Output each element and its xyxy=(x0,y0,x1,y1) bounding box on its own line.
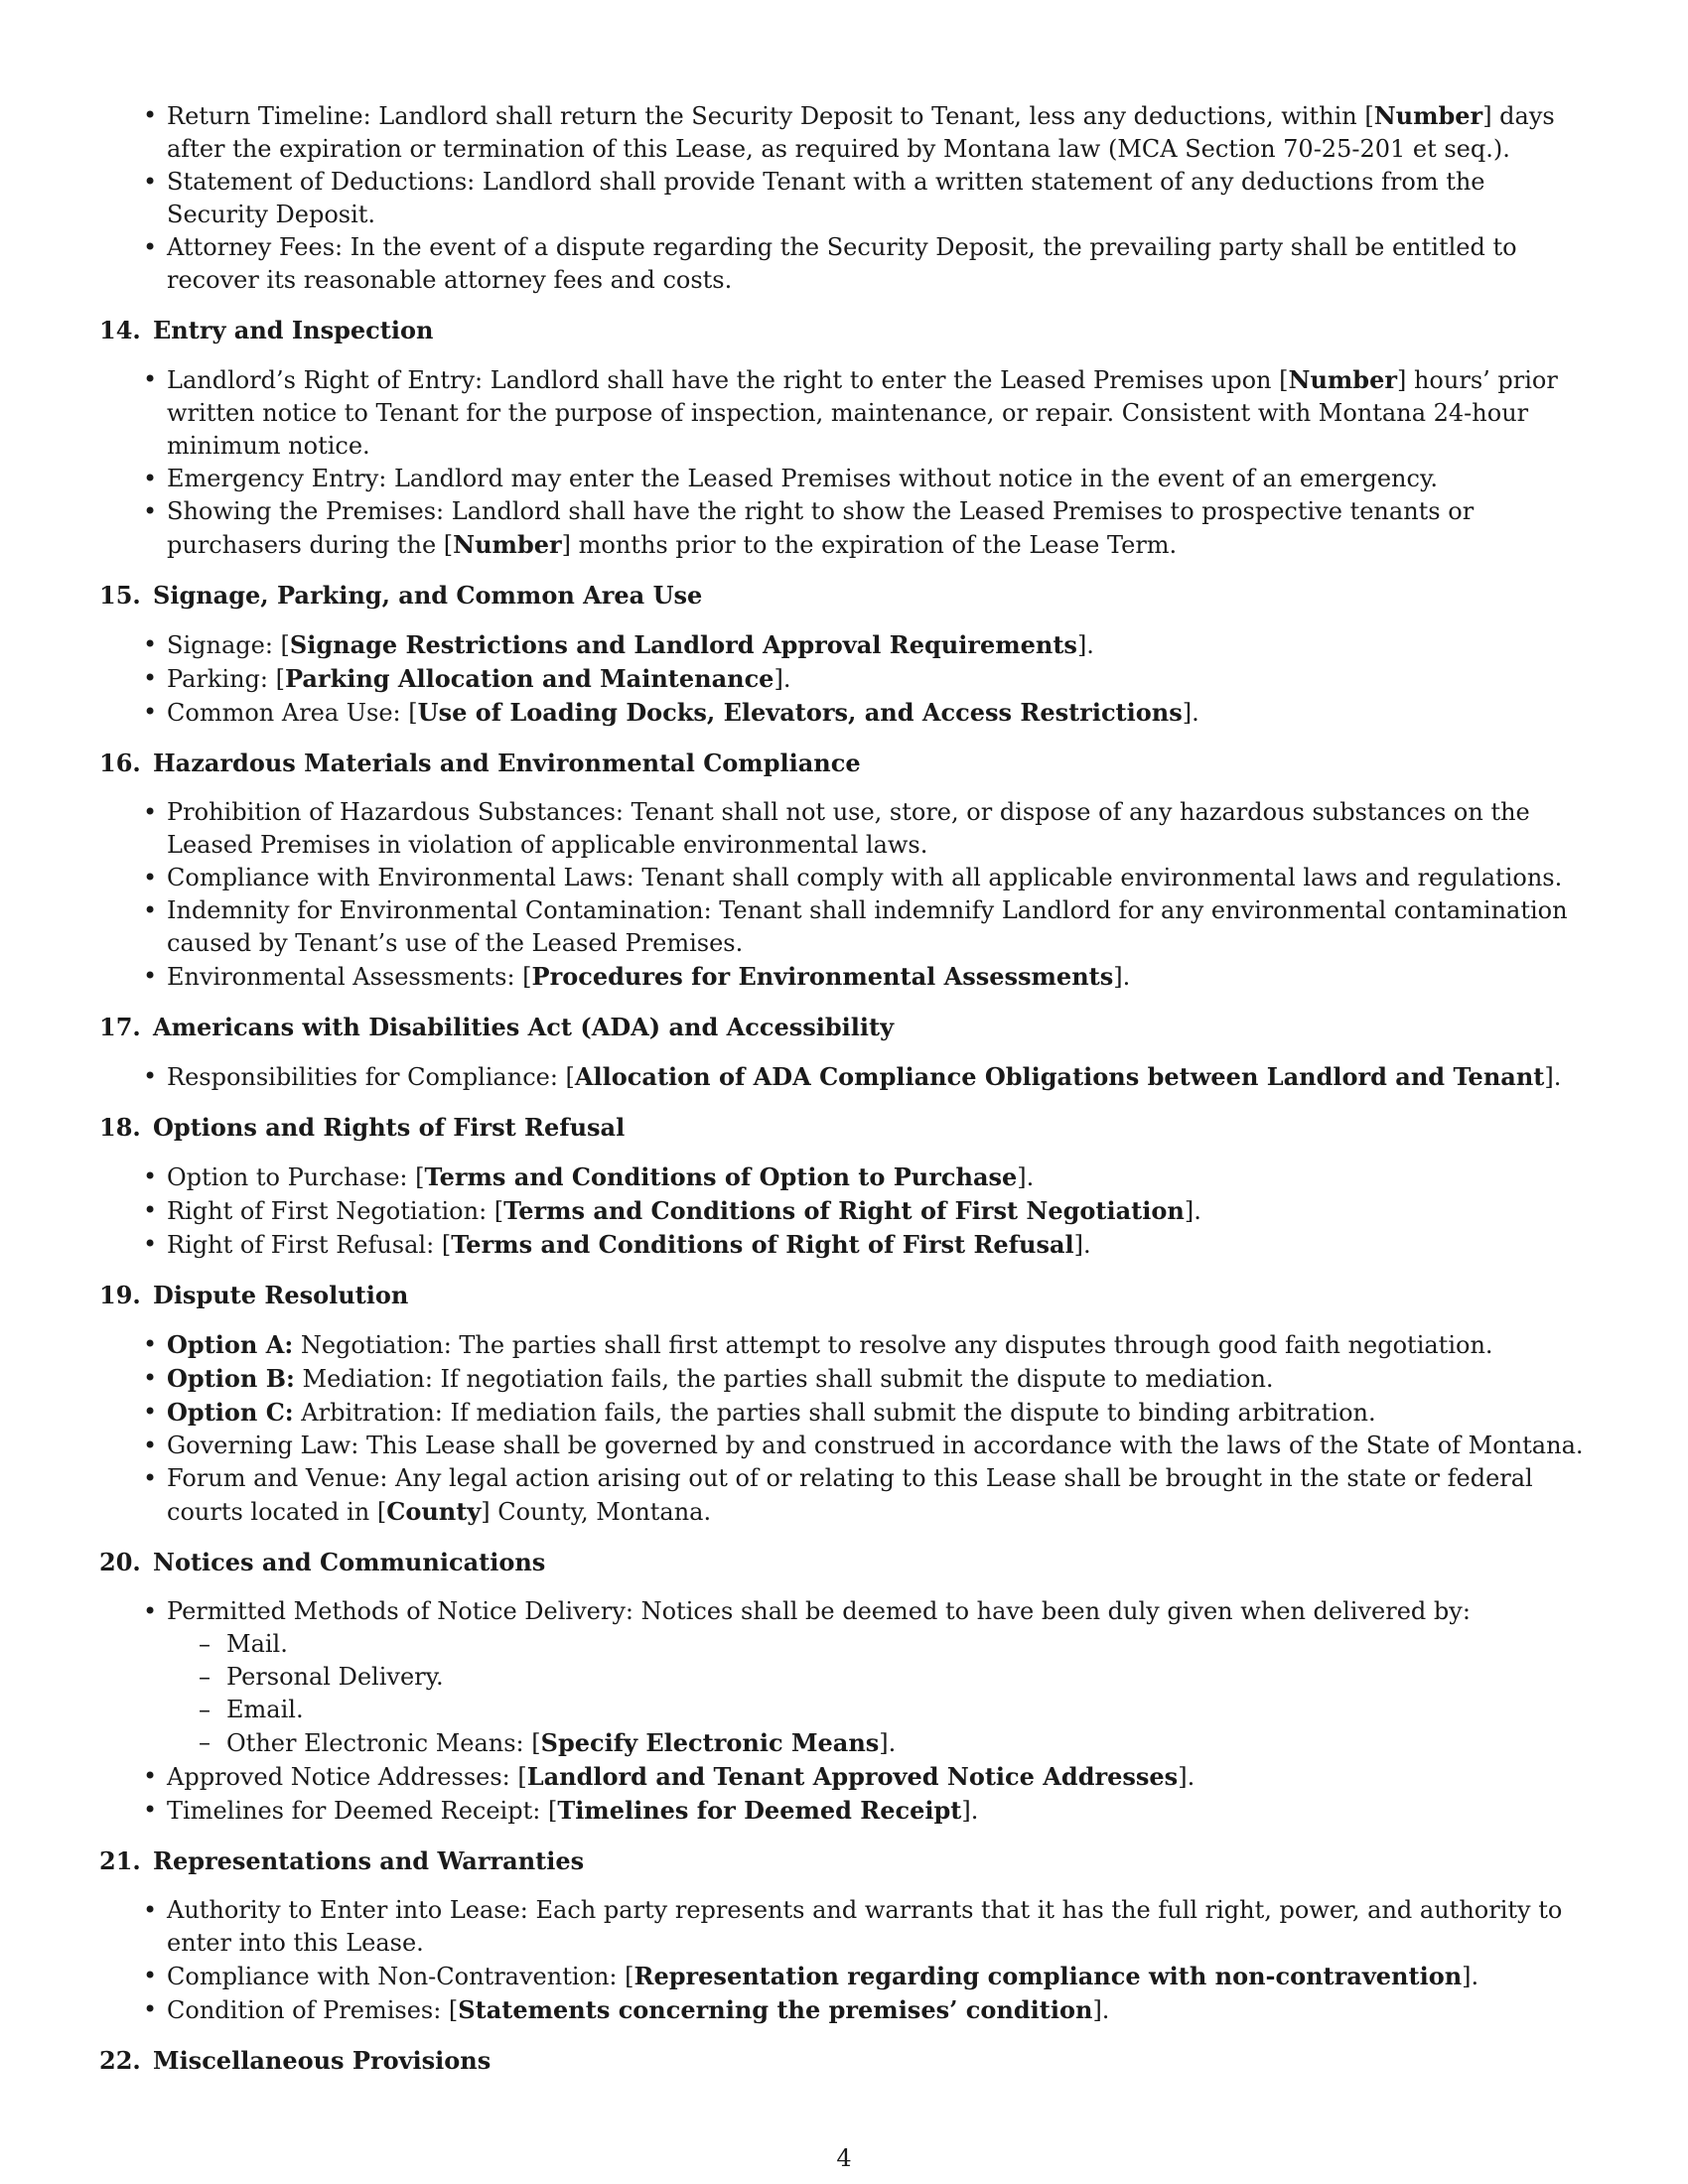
list-item: • Signage: [Signage Restrictions and Landlord Approval Requirements]. xyxy=(99,628,1589,662)
list-item: • Option C: Arbitration: If mediation fails, the parties shall submit the dispute to binding arbitration. xyxy=(99,1396,1589,1430)
list-item: • Governing Law: This Lease shall be governed by and construed in accordance with the laws of the State of Montana. xyxy=(99,1430,1589,1462)
section-14-list xyxy=(99,363,1589,562)
section-heading-14: 14. Entry and Inspection xyxy=(99,316,434,344)
list-item: • Landlord’s Right of Entry: Landlord shall have the right to enter the Leased Premises upon [Number] hours’ prior written notice to Tenant for the purpose of inspection, maintenance, or repair. Consistent with Montana 24-hour minimum notice. xyxy=(99,363,1589,463)
section-heading-21: 21. Representations and Warranties xyxy=(99,1846,585,1875)
list-item: • Right of First Negotiation: [Terms and Conditions of Right of First Negotiation]. xyxy=(99,1194,1589,1228)
section-19-list xyxy=(99,1328,1589,1529)
list-item: • Statement of Deductions: Landlord shall provide Tenant with a written statement of any deductions from the Security Deposit. xyxy=(99,166,1589,231)
list-item: • Attorney Fees: In the event of a dispute regarding the Security Deposit, the prevailing party shall be entitled to recover its reasonable attorney fees and costs. xyxy=(99,231,1589,297)
document-page xyxy=(99,99,1589,2094)
section-21-list xyxy=(99,1894,1589,2027)
list-item: • Option A: Negotiation: The parties shall first attempt to resolve any disputes through good faith negotiation. xyxy=(99,1328,1589,1362)
section-heading-20: 20. Notices and Communications xyxy=(99,1548,546,1576)
section-heading-16: 16. Hazardous Materials and Environmental Compliance xyxy=(99,749,861,777)
list-item: • Condition of Premises: [Statements concerning the premises’ condition]. xyxy=(99,1993,1589,2027)
list-item: • Right of First Refusal: [Terms and Conditions of Right of First Refusal]. xyxy=(99,1228,1589,1262)
list-item: • Option B: Mediation: If negotiation fails, the parties shall submit the dispute to mediation. xyxy=(99,1362,1589,1396)
list-item: • Permitted Methods of Notice Delivery: Notices shall be deemed to have been duly given when delivered by: xyxy=(99,1595,1589,1628)
section-15-list xyxy=(99,628,1589,730)
section-heading-17: 17. Americans with Disabilities Act (ADA) and Accessibility xyxy=(99,1013,895,1041)
list-item: • Showing the Premises: Landlord shall have the right to show the Leased Premises to prospective tenants or purchasers during the [Number] months prior to the expiration of the Lease Term. xyxy=(99,495,1589,562)
sub-list-item: – Other Electronic Means: [Specify Electronic Means]. xyxy=(99,1726,1589,1760)
list-item: • Timelines for Deemed Receipt: [Timelines for Deemed Receipt]. xyxy=(99,1794,1589,1828)
list-item: • Responsibilities for Compliance: [Allocation of ADA Compliance Obligations between Landlord and Tenant]. xyxy=(99,1060,1589,1094)
page-number: 4 xyxy=(836,2144,852,2172)
sub-list-item: – Mail. xyxy=(99,1628,1589,1661)
list-item: • Common Area Use: [Use of Loading Docks, Elevators, and Access Restrictions]. xyxy=(99,696,1589,730)
sub-list-item: – Personal Delivery. xyxy=(99,1661,1589,1694)
section-17-list xyxy=(99,1060,1589,1094)
section-16-list xyxy=(99,796,1589,994)
list-item: • Approved Notice Addresses: [Landlord and Tenant Approved Notice Addresses]. xyxy=(99,1760,1589,1794)
list-item: • Authority to Enter into Lease: Each party represents and warrants that it has the full right, power, and authority to enter into this Lease. xyxy=(99,1894,1589,1960)
list-item: • Emergency Entry: Landlord may enter the Leased Premises without notice in the event of an emergency. xyxy=(99,463,1589,495)
list-item: • Environmental Assessments: [Procedures for Environmental Assessments]. xyxy=(99,960,1589,994)
list-item: • Option to Purchase: [Terms and Conditions of Option to Purchase]. xyxy=(99,1160,1589,1194)
section-18-list xyxy=(99,1160,1589,1262)
list-item: • Parking: [Parking Allocation and Maintenance]. xyxy=(99,662,1589,696)
section-heading-19: 19. Dispute Resolution xyxy=(99,1281,409,1309)
list-item: • Prohibition of Hazardous Substances: Tenant shall not use, store, or dispose of any hazardous substances on the Leased Premises in violation of applicable environmental laws. xyxy=(99,796,1589,862)
list-item: • Return Timeline: Landlord shall return the Security Deposit to Tenant, less any deductions, within [Number] days after the expiration or termination of this Lease, as required by Montana law (MCA Section 70-25-201 et seq.). xyxy=(99,99,1589,166)
section-20-list xyxy=(99,1595,1589,1828)
list-item: • Compliance with Environmental Laws: Tenant shall comply with all applicable environmental laws and regulations. xyxy=(99,862,1589,894)
sub-list-item: – Email. xyxy=(99,1694,1589,1726)
section-heading-15: 15. Signage, Parking, and Common Area Use xyxy=(99,581,703,610)
section-heading-18: 18. Options and Rights of First Refusal xyxy=(99,1113,626,1142)
list-item: • Compliance with Non-Contravention: [Representation regarding compliance with non-contravention]. xyxy=(99,1960,1589,1993)
security-deposit-list xyxy=(99,99,1589,297)
list-item: • Forum and Venue: Any legal action arising out of or relating to this Lease shall be brought in the state or federal courts located in [County] County, Montana. xyxy=(99,1462,1589,1529)
section-heading-22: 22. Miscellaneous Provisions xyxy=(99,2046,492,2075)
list-item: • Indemnity for Environmental Contamination: Tenant shall indemnify Landlord for any environmental contamination caused by Tenant’s use of the Leased Premises. xyxy=(99,894,1589,960)
